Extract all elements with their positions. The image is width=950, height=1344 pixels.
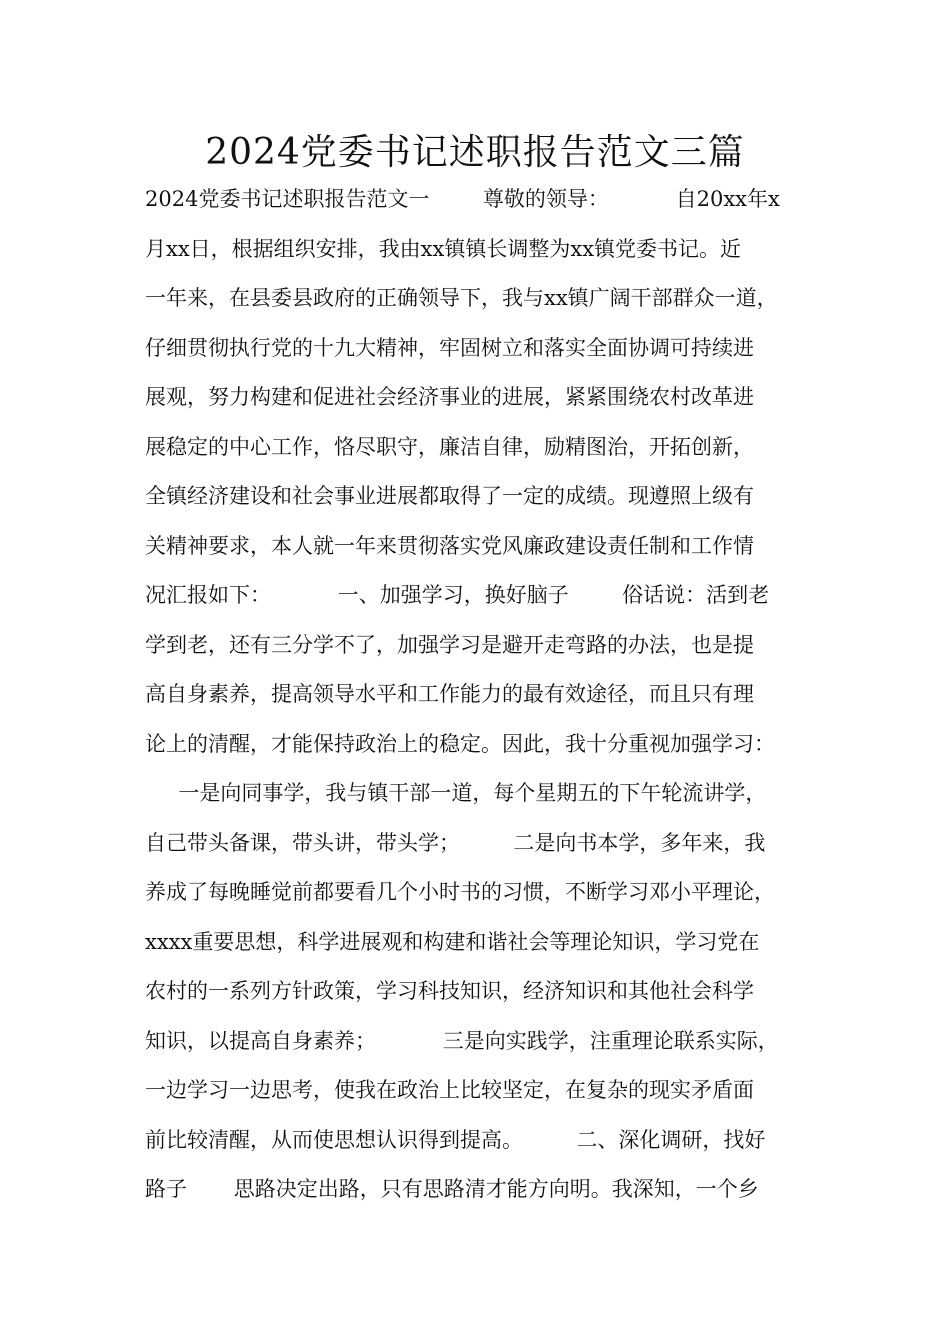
body-line: 一年来，在县委县政府的正确领导下，我与xx镇广阔干部群众一道， xyxy=(145,286,778,310)
document-body xyxy=(145,175,825,1215)
body-line: 关精神要求，本人就一年来贯彻落实党风廉政建设责任制和工作情 xyxy=(145,533,754,558)
body-line: 养成了每晚睡觉前都要看几个小时书的习惯，不断学习邓小平理论， xyxy=(145,880,775,904)
body-line: 前比较清醒，从而使思想认识得到提高。 二、深化调研，找好 xyxy=(145,1127,766,1152)
body-line: 学到老，还有三分学不了，加强学习是避开走弯路的办法，也是提 xyxy=(145,632,754,657)
body-line: 月xx日，根据组织安排，我由xx镇镇长调整为xx镇党委书记。近 xyxy=(145,236,742,261)
body-line: 展稳定的中心工作，恪尽职守，廉洁自律，励精图治，开拓创新， xyxy=(145,434,754,459)
body-line: 自己带头备课，带头讲，带头学； 二是向书本学，多年来，我 xyxy=(145,830,766,855)
body-line: 路子 思路决定出路，只有思路清才能方向明。我深知，一个乡 xyxy=(145,1177,759,1201)
body-line: xxxx重要思想，科学进展观和构建和谐社会等理论知识，学习党在 xyxy=(145,929,760,954)
body-line: 仔细贯彻执行党的十九大精神，牢固树立和落实全面协调可持续进 xyxy=(145,335,754,360)
body-line: 知识，以提高自身素养； 三是向实践学，注重理论联系实际， xyxy=(145,1028,779,1053)
body-line: 全镇经济建设和社会事业进展都取得了一定的成绩。现遵照上级有 xyxy=(145,484,754,508)
body-line: 一边学习一边思考，使我在政治上比较坚定，在复杂的现实矛盾面 xyxy=(145,1078,754,1102)
body-line: 农村的一系列方针政策，学习科技知识，经济知识和其他社会科学 xyxy=(145,979,754,1003)
document-title: 2024党委书记述职报告范文三篇 xyxy=(205,132,745,173)
body-line: 论上的清醒，才能保持政治上的稳定。因此，我十分重视加强学习： xyxy=(145,731,775,756)
body-line: 展观，努力构建和促进社会经济事业的进展，紧紧围绕农村改革进 xyxy=(145,385,754,409)
body-line: 况汇报如下： 一、加强学习，换好脑子 俗话说：活到老 xyxy=(145,583,770,607)
body-line: 一是向同事学，我与镇干部一道，每个星期五的下午轮流讲学， xyxy=(145,781,767,805)
body-line: 2024党委书记述职报告范文一 尊敬的领导： 自20xx年x xyxy=(145,187,780,211)
body-line: 高自身素养，提高领导水平和工作能力的最有效途径，而且只有理 xyxy=(145,682,754,706)
